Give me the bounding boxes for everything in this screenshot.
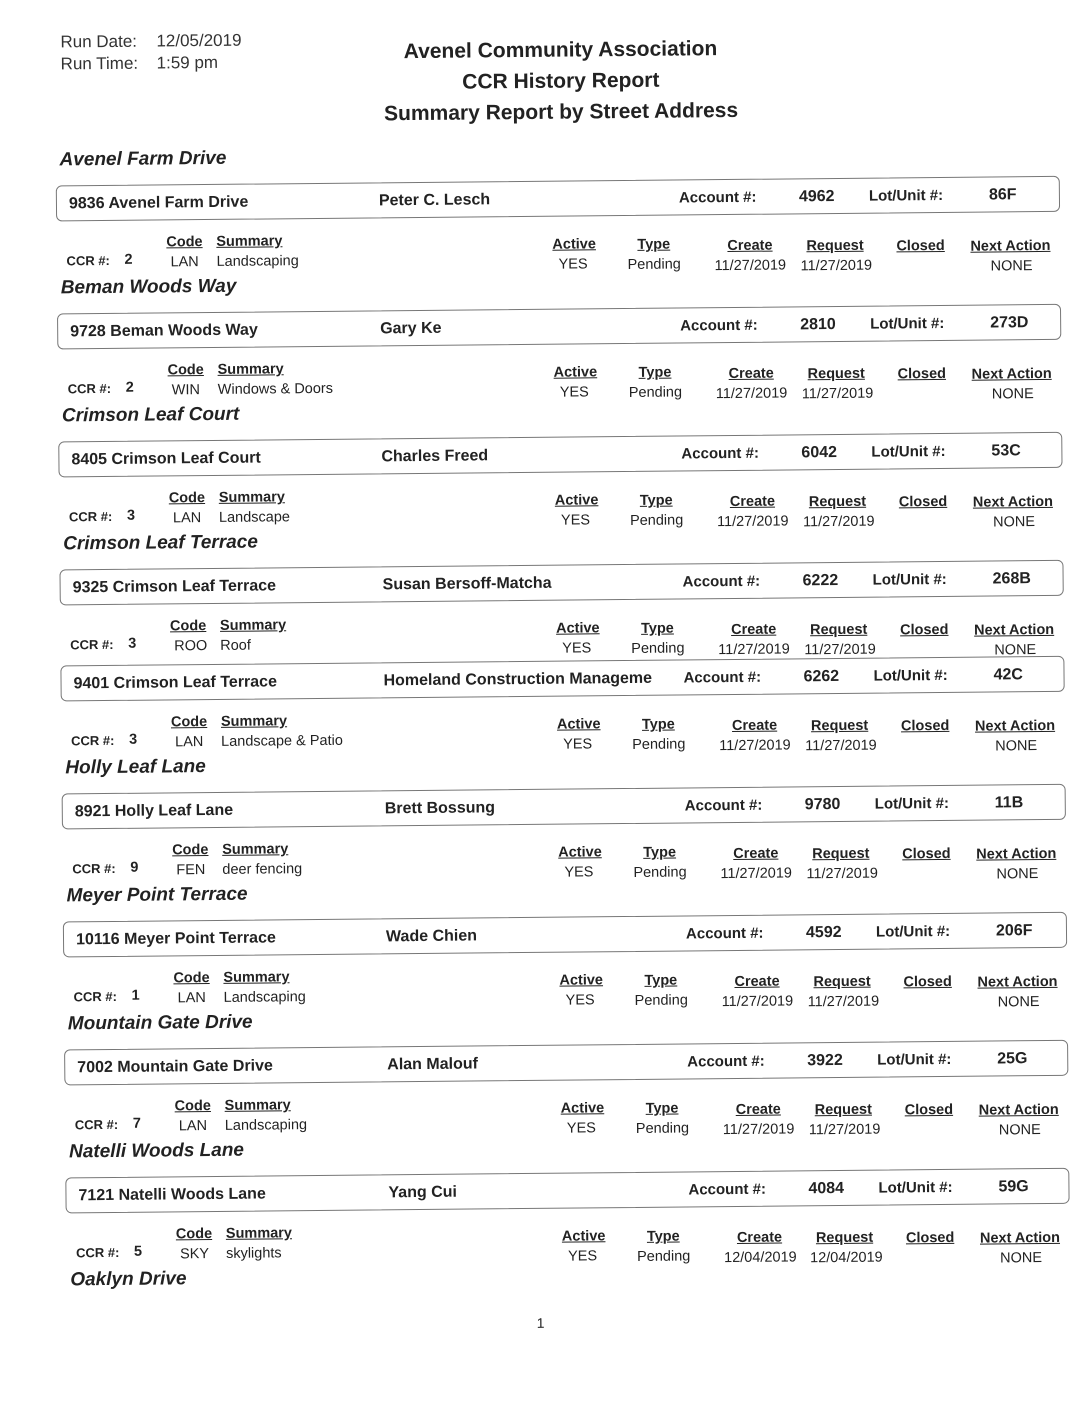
account-label: Account #: — [688, 1180, 767, 1199]
code-value: SKY — [179, 1246, 210, 1263]
type-value: Pending — [629, 512, 684, 529]
request-date: 11/27/2019 — [801, 385, 874, 403]
create-header: Create — [735, 1101, 781, 1118]
type-value: Pending — [634, 992, 688, 1009]
account-label: Account #: — [682, 572, 761, 591]
owner-name: Homeland Construction Manageme — [383, 669, 653, 690]
active-header: Active — [555, 620, 600, 637]
ccr-label: CCR #: — [73, 988, 117, 1005]
code-header: Code — [172, 842, 209, 859]
account-number: 6042 — [801, 443, 838, 462]
active-value: YES — [562, 640, 592, 657]
lot-unit-label: Lot/Unit #: — [875, 922, 951, 941]
type-value: Pending — [635, 1120, 690, 1137]
active-value: YES — [566, 1120, 596, 1137]
next-action-value: NONE — [990, 258, 1033, 275]
ccr-number: 2 — [124, 251, 133, 268]
active-value: YES — [558, 256, 588, 273]
street-heading: Avenel Farm Drive — [59, 147, 227, 171]
next-action-value: NONE — [996, 866, 1039, 883]
address-row — [56, 176, 1060, 222]
ccr-detail — [71, 1090, 1081, 1150]
lot-unit-label: Lot/Unit #: — [873, 666, 948, 685]
request-header: Request — [808, 493, 867, 511]
lot-unit-number: 11B — [994, 794, 1024, 812]
next-action-value: NONE — [992, 514, 1036, 531]
type-header: Type — [638, 364, 672, 381]
create-date: 11/27/2019 — [716, 513, 789, 531]
next-action-value: NONE — [991, 386, 1034, 403]
run-date: 12/05/2019 — [156, 30, 242, 51]
type-header: Type — [641, 716, 675, 733]
owner-name: Alan Malouf — [387, 1055, 478, 1074]
account-number: 4592 — [805, 923, 842, 942]
ccr-detail — [67, 706, 1077, 766]
property-address: 9728 Beman Woods Way — [70, 321, 258, 341]
street-heading: Holly Leaf Lane — [65, 756, 206, 779]
active-value: YES — [568, 1248, 598, 1265]
summary-header: Summary — [223, 969, 290, 986]
next-action-value: NONE — [998, 1122, 1041, 1139]
next-action-header: Next Action — [979, 1229, 1061, 1247]
summary-value: Landscape — [218, 509, 291, 526]
account-number: 2810 — [800, 315, 836, 334]
type-header: Type — [644, 972, 678, 989]
closed-header: Closed — [900, 717, 950, 735]
summary-value: Landscaping — [216, 253, 299, 270]
next-action-header: Next Action — [974, 717, 1056, 735]
lot-unit-label: Lot/Unit #: — [870, 314, 945, 333]
active-value: YES — [564, 864, 594, 881]
run-time: 1:59 pm — [156, 52, 219, 73]
owner-name: Gary Ke — [380, 319, 442, 338]
association-name: Avenel Community Association — [403, 37, 718, 64]
next-action-header: Next Action — [972, 493, 1053, 511]
owner-name: Brett Bossung — [384, 799, 496, 818]
request-date: 11/27/2019 — [807, 993, 880, 1011]
ccr-detail — [63, 354, 1073, 414]
type-header: Type — [637, 236, 671, 253]
lot-unit-label: Lot/Unit #: — [868, 186, 944, 205]
account-label: Account #: — [684, 796, 763, 815]
property-address: 9836 Avenel Farm Drive — [68, 193, 249, 213]
request-header: Request — [814, 1101, 872, 1119]
account-label: Account #: — [680, 316, 758, 335]
lot-unit-number: 86F — [988, 186, 1017, 204]
request-header: Request — [812, 845, 870, 863]
ccr-detail — [62, 226, 1072, 286]
lot-unit-number: 206F — [995, 922, 1033, 940]
type-value: Pending — [637, 1248, 691, 1265]
code-value: LAN — [175, 734, 204, 751]
closed-header: Closed — [900, 621, 949, 639]
address-row — [63, 912, 1067, 958]
summary-value: Landscaping — [223, 989, 306, 1006]
next-action-header: Next Action — [977, 973, 1058, 991]
next-action-value: NONE — [997, 994, 1040, 1011]
next-action-header: Next Action — [970, 237, 1051, 255]
closed-header: Closed — [896, 237, 945, 255]
type-header: Type — [646, 1228, 680, 1245]
active-value: YES — [563, 736, 593, 753]
run-time-label: Run Time: — [60, 53, 139, 74]
report-subtitle: Summary Report by Street Address — [383, 98, 739, 126]
account-label: Account #: — [685, 924, 764, 943]
address-row — [62, 784, 1066, 830]
street-heading: Crimson Leaf Court — [61, 403, 240, 427]
property-address: 9325 Crimson Leaf Terrace — [72, 577, 277, 597]
summary-header: Summary — [222, 841, 289, 858]
request-date: 11/27/2019 — [805, 737, 877, 755]
summary-value: Landscaping — [224, 1117, 308, 1134]
active-header: Active — [561, 1228, 606, 1245]
next-action-header: Next Action — [976, 845, 1057, 863]
owner-name: Yang Cui — [388, 1183, 457, 1202]
code-value: WIN — [171, 382, 201, 399]
ccr-detail — [69, 962, 1079, 1022]
code-value: LAN — [172, 510, 202, 527]
create-header: Create — [728, 365, 774, 383]
next-action-value: NONE — [995, 738, 1038, 755]
ccr-label: CCR #: — [74, 1116, 119, 1133]
code-header: Code — [173, 970, 210, 987]
request-date: 11/27/2019 — [806, 865, 879, 883]
lot-unit-number: 25G — [997, 1050, 1028, 1068]
closed-header: Closed — [904, 1101, 954, 1119]
code-header: Code — [174, 1098, 211, 1115]
report-title — [320, 32, 801, 130]
street-heading: Mountain Gate Drive — [67, 1011, 253, 1035]
owner-name: Susan Bersoff-Matcha — [382, 574, 552, 594]
closed-header: Closed — [898, 493, 948, 511]
code-header: Code — [166, 234, 203, 251]
summary-header: Summary — [225, 1225, 293, 1242]
active-header: Active — [553, 364, 598, 381]
property-address: 7121 Natelli Woods Lane — [78, 1185, 266, 1205]
request-date: 11/27/2019 — [804, 641, 876, 659]
account-number: 4962 — [798, 187, 835, 206]
active-value: YES — [560, 512, 591, 529]
active-header: Active — [558, 844, 602, 861]
type-header: Type — [645, 1100, 679, 1117]
active-header: Active — [552, 236, 596, 253]
code-header: Code — [169, 618, 207, 635]
ccr-number: 7 — [132, 1115, 141, 1132]
code-value: LAN — [170, 254, 199, 271]
create-date: 11/27/2019 — [721, 993, 794, 1011]
summary-header: Summary — [217, 361, 284, 378]
request-date: 12/04/2019 — [810, 1249, 883, 1267]
request-header: Request — [810, 621, 868, 639]
create-date: 11/27/2019 — [720, 865, 792, 883]
create-date: 11/27/2019 — [719, 737, 791, 755]
code-value: FEN — [176, 862, 206, 879]
summary-header: Summary — [220, 713, 288, 730]
account-number: 4084 — [808, 1179, 845, 1198]
code-header: Code — [175, 1226, 213, 1243]
closed-header: Closed — [902, 845, 951, 863]
property-address: 9401 Crimson Leaf Terrace — [73, 673, 277, 693]
address-row — [57, 304, 1061, 350]
request-header: Request — [810, 717, 869, 735]
property-address: 7002 Mountain Gate Drive — [77, 1057, 273, 1077]
lot-unit-label: Lot/Unit #: — [878, 1178, 953, 1197]
type-header: Type — [643, 844, 677, 861]
address-row — [59, 560, 1063, 606]
request-header: Request — [807, 365, 865, 383]
code-header: Code — [170, 714, 208, 731]
ccr-label: CCR #: — [70, 636, 114, 653]
address-row — [58, 432, 1062, 478]
summary-value: Roof — [220, 637, 251, 654]
summary-value: Landscape & Patio — [221, 732, 343, 750]
summary-value: Windows & Doors — [217, 380, 334, 398]
summary-header: Summary — [219, 617, 287, 634]
owner-name: Charles Freed — [381, 447, 489, 466]
request-date: 11/27/2019 — [800, 257, 873, 275]
lot-unit-number: 273D — [990, 314, 1029, 332]
summary-header: Summary — [216, 233, 283, 250]
request-header: Request — [815, 1229, 874, 1247]
address-row — [65, 1168, 1069, 1214]
ccr-detail — [72, 1218, 1082, 1278]
lot-unit-number: 53C — [991, 442, 1021, 460]
code-value: LAN — [177, 990, 206, 1007]
active-value: YES — [565, 992, 595, 1009]
ccr-number: 9 — [130, 859, 139, 876]
closed-header: Closed — [905, 1229, 955, 1247]
type-header: Type — [640, 620, 674, 637]
ccr-label: CCR #: — [66, 252, 110, 269]
closed-header: Closed — [903, 973, 952, 991]
create-date: 12/04/2019 — [724, 1249, 797, 1267]
street-heading: Beman Woods Way — [60, 275, 237, 299]
run-date-label: Run Date: — [60, 31, 138, 52]
create-header: Create — [729, 493, 776, 511]
create-header: Create — [727, 237, 773, 255]
street-heading: Crimson Leaf Terrace — [63, 531, 258, 555]
lot-unit-label: Lot/Unit #: — [871, 442, 946, 461]
active-header: Active — [556, 716, 601, 733]
type-value: Pending — [628, 384, 683, 401]
next-action-header: Next Action — [978, 1101, 1059, 1119]
type-value: Pending — [633, 864, 687, 881]
closed-header: Closed — [897, 365, 947, 383]
owner-name: Peter C. Lesch — [378, 191, 491, 210]
account-label: Account #: — [678, 188, 757, 207]
create-header: Create — [736, 1229, 783, 1246]
ccr-number: 2 — [125, 379, 134, 396]
request-header: Request — [813, 973, 871, 991]
ccr-number: 3 — [128, 635, 137, 652]
ccr-label: CCR #: — [72, 860, 116, 877]
create-date: 11/27/2019 — [722, 1121, 795, 1139]
create-header: Create — [734, 973, 780, 990]
request-date: 11/27/2019 — [802, 513, 875, 531]
page-number: 1 — [536, 1314, 545, 1331]
owner-name: Wade Chien — [385, 927, 478, 946]
create-date: 11/27/2019 — [714, 257, 787, 275]
ccr-label: CCR #: — [71, 732, 115, 749]
summary-value: skylights — [225, 1245, 282, 1262]
next-action-header: Next Action — [974, 621, 1055, 639]
ccr-label: CCR #: — [75, 1244, 120, 1261]
ccr-label: CCR #: — [67, 380, 112, 397]
account-label: Account #: — [687, 1052, 765, 1071]
lot-unit-number: 42C — [993, 666, 1023, 684]
next-action-value: NONE — [994, 642, 1037, 659]
active-header: Active — [560, 1100, 605, 1117]
account-number: 9780 — [804, 795, 841, 814]
report-name: CCR History Report — [462, 68, 660, 94]
address-row — [64, 1040, 1068, 1086]
lot-unit-number: 268B — [992, 570, 1031, 588]
ccr-label: CCR #: — [68, 508, 113, 525]
active-header: Active — [559, 972, 604, 989]
code-header: Code — [167, 362, 204, 379]
street-heading: Oaklyn Drive — [70, 1268, 187, 1291]
summary-header: Summary — [224, 1097, 291, 1114]
next-action-value: NONE — [1000, 1250, 1043, 1267]
run-info — [60, 30, 242, 76]
summary-header: Summary — [218, 489, 285, 506]
lot-unit-number: 59G — [998, 1178, 1029, 1196]
create-header: Create — [731, 621, 777, 639]
type-value: Pending — [627, 256, 681, 273]
next-action-header: Next Action — [971, 365, 1052, 383]
request-header: Request — [806, 237, 864, 255]
account-label: Account #: — [683, 668, 762, 687]
ccr-number: 5 — [133, 1243, 143, 1260]
ccr-detail — [65, 482, 1075, 542]
ccr-number: 3 — [126, 507, 136, 524]
request-date: 11/27/2019 — [808, 1121, 881, 1139]
create-date: 11/27/2019 — [718, 641, 790, 659]
ccr-number: 3 — [129, 731, 138, 748]
type-value: Pending — [631, 640, 685, 657]
property-address: 8405 Crimson Leaf Court — [71, 449, 261, 469]
active-header: Active — [554, 492, 599, 509]
account-number: 6262 — [803, 667, 840, 686]
ccr-number: 1 — [131, 987, 140, 1004]
lot-unit-label: Lot/Unit #: — [872, 570, 947, 589]
summary-value: deer fencing — [222, 861, 303, 878]
street-heading: Natelli Woods Lane — [68, 1139, 245, 1163]
account-number: 6222 — [802, 571, 839, 590]
create-date: 11/27/2019 — [715, 385, 788, 403]
account-number: 3922 — [807, 1051, 843, 1070]
account-label: Account #: — [681, 444, 759, 463]
ccr-detail — [68, 834, 1078, 894]
create-header: Create — [733, 845, 779, 863]
create-header: Create — [731, 717, 778, 735]
type-header: Type — [639, 492, 673, 509]
property-address: 8921 Holly Leaf Lane — [74, 801, 234, 821]
code-value: ROO — [174, 638, 208, 655]
code-value: LAN — [178, 1118, 208, 1135]
active-value: YES — [559, 384, 589, 401]
street-heading: Meyer Point Terrace — [66, 883, 248, 907]
type-value: Pending — [632, 736, 686, 753]
lot-unit-label: Lot/Unit #: — [874, 794, 949, 813]
code-header: Code — [168, 490, 206, 507]
property-address: 10116 Meyer Point Terrace — [75, 929, 276, 949]
lot-unit-label: Lot/Unit #: — [877, 1050, 952, 1069]
